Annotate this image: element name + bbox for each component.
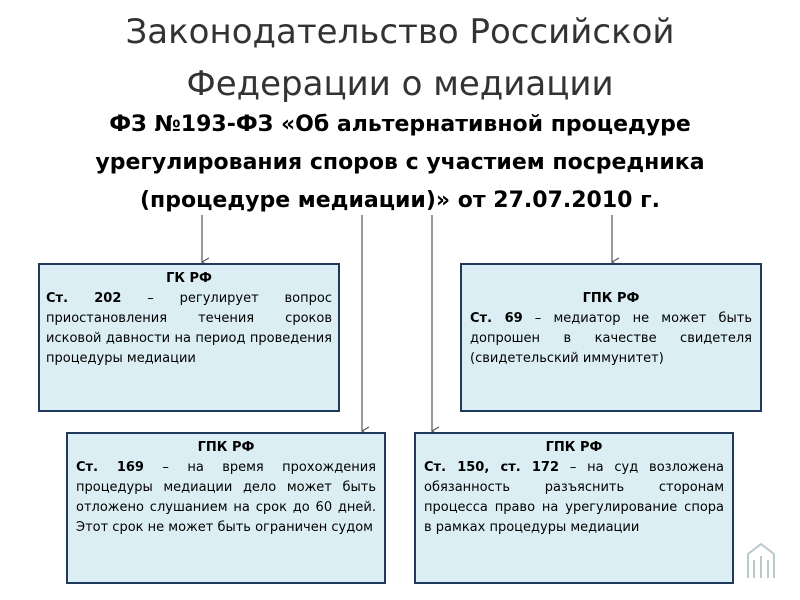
watermark-logo-icon: [744, 540, 778, 580]
title-line-1: Законодательство Российской: [125, 12, 675, 52]
article-ref: Ст. 169: [76, 460, 144, 475]
title-line-2: Федерации о медиации: [186, 64, 614, 104]
article-ref: Ст. 69: [470, 311, 523, 326]
gpk-article-150-172-box: [414, 432, 734, 584]
box-text: [470, 309, 752, 369]
article-ref: Ст. 202: [46, 291, 122, 306]
box-heading: ГПК РФ: [197, 440, 255, 455]
article-description: – на время прохождения процедуры медиации дело может быть отложено слушанием на срок до 60 дней. Этот срок не может быть ограничен судом: [76, 460, 376, 535]
box-text: [76, 458, 376, 538]
gpk-article-169-box: [66, 432, 386, 584]
article-description: – регулирует вопрос приостановления течения сроков исковой давности на период проведения процедуры медиации: [46, 291, 332, 366]
box-heading: ГК РФ: [166, 271, 212, 286]
article-ref: Ст. 150, ст. 172: [424, 460, 560, 475]
article-description: – на суд возложена обязанность разъяснить сторонам процесса право на урегулирование спора в рамках процедуры медиации: [424, 460, 725, 535]
box-heading: ГПК РФ: [582, 291, 640, 306]
gk-article-202-box: [38, 263, 340, 412]
law-title-line-2: урегулирования споров с участием посредника: [95, 150, 705, 175]
law-title-line-3: (процедуре медиации)» от 27.07.2010 г.: [140, 188, 660, 213]
law-title-line-1: ФЗ №193-ФЗ «Об альтернативной процедуре: [109, 112, 691, 137]
article-description: – медиатор не может быть допрошен в качестве свидетеля (свидетельский иммунитет): [470, 311, 752, 366]
box-text: [46, 289, 332, 369]
box-text: [424, 458, 724, 538]
gpk-article-69-box: [460, 263, 762, 412]
box-heading: ГПК РФ: [545, 440, 603, 455]
